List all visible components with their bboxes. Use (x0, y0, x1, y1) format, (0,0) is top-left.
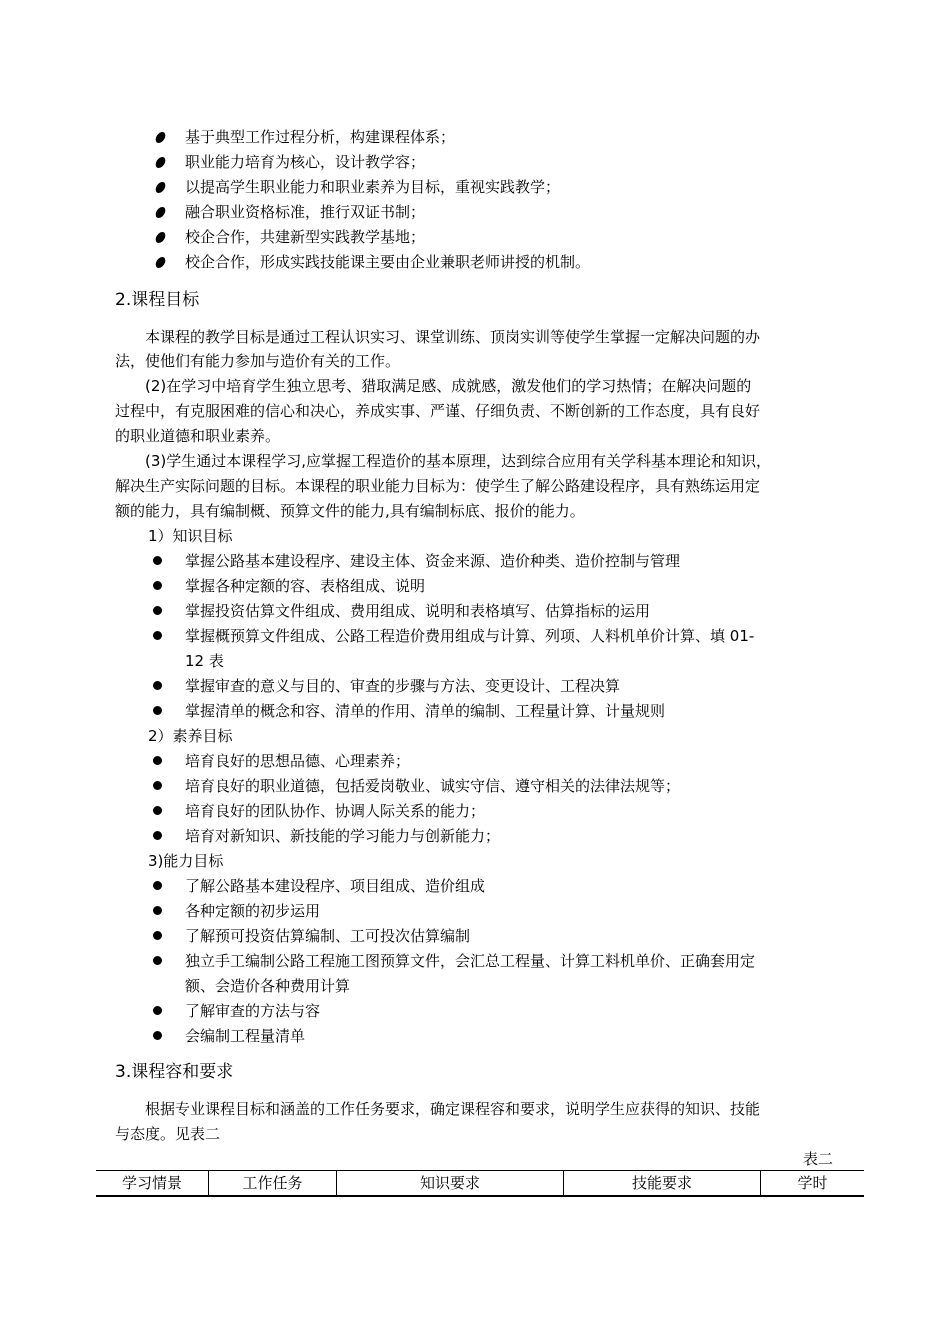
list-item: 融合职业资格标准，推行双证书制； (185, 203, 426, 221)
bullet-icon (153, 756, 162, 765)
bullet-icon (153, 631, 162, 640)
list-item: 了解预可投资估算编制、工可投次估算编制 (185, 927, 471, 945)
bullet-icon (153, 831, 162, 840)
list-item-continuation: 额、会造价各种费用计算 (185, 977, 351, 995)
bullet-icon (153, 931, 162, 940)
paragraph-line: (2)在学习中培育学生独立思考、猎取满足感、成就感，激发他们的学习热情；在解决问题的 (145, 377, 752, 395)
list-item: 各种定额的初步运用 (185, 902, 321, 920)
list-item: 培育良好的团队协作、协调人际关系的能力； (185, 802, 486, 820)
list-item: 了解审查的方法与容 (185, 1002, 321, 1020)
paragraph-line: (3)学生通过本课程学习,应掌握工程造价的基本原理，达到综合应用有关学科基本理论和知识， (145, 452, 772, 470)
subsection-title: 2）素养目标 (148, 727, 233, 745)
bullet-icon (153, 881, 162, 890)
list-item: 校企合作，共建新型实践教学基地； (185, 228, 426, 246)
table-header-cell: 工作任务 (242, 1174, 303, 1192)
bullet-icon (153, 706, 162, 715)
bullet-icon (153, 1031, 162, 1040)
list-item: 掌握审查的意义与目的、审查的步骤与方法、变更设计、工程决算 (185, 677, 621, 695)
paragraph-line: 根据专业课程目标和涵盖的工作任务要求，确定课程容和要求，说明学生应获得的知识、技能 (145, 1100, 761, 1118)
bullet-icon (153, 956, 162, 965)
bullet-icon (153, 556, 162, 565)
table-header-cell: 学时 (797, 1174, 828, 1192)
table-header-cell: 知识要求 (419, 1174, 480, 1192)
list-item: 校企合作，形成实践技能课主要由企业兼职老师讲授的机制。 (185, 253, 591, 271)
bullet-icon (153, 681, 162, 690)
list-item: 掌握清单的概念和容、清单的作用、清单的编制、工程量计算、计量规则 (185, 702, 666, 720)
bullet-icon (153, 806, 162, 815)
bullet-icon (154, 232, 167, 243)
bullet-icon (153, 606, 162, 615)
bullet-icon (154, 257, 167, 268)
bullet-icon (154, 182, 167, 193)
bullet-icon (154, 132, 167, 143)
paragraph-line: 法，使他们有能力参加与造价有关的工作。 (115, 352, 401, 370)
paragraph-line: 额的能力，具有编制概、预算文件的能力,具有编制标底、报价的能力。 (115, 502, 585, 520)
bullet-icon (153, 581, 162, 590)
table-header-bottom-border (96, 1195, 864, 1197)
list-item: 独立手工编制公路工程施工图预算文件，会汇总工程量、计算工料机单价、正确套用定 (185, 952, 756, 970)
table-caption: 表二 (803, 1150, 834, 1168)
paragraph-line: 本课程的教学目标是通过工程认识实习、课堂训练、顶岗实训等使学生掌握一定解决问题的办 (145, 328, 761, 346)
list-item: 掌握投资估算文件组成、费用组成、说明和表格填写、估算指标的运用 (185, 602, 651, 620)
list-item: 培育良好的思想品德、心理素养； (185, 752, 411, 770)
list-item: 会编制工程量清单 (185, 1027, 306, 1045)
section-heading: 3.课程容和要求 (115, 1062, 234, 1082)
bullet-icon (153, 781, 162, 790)
paragraph-line: 过程中，有克服困难的信心和决心，养成实事、严谨、仔细负责、不断创新的工作态度，具有良好 (115, 402, 761, 420)
list-item: 职业能力培育为核心，设计教学容； (185, 153, 426, 171)
paragraph-line: 与态度。见表二 (115, 1125, 221, 1143)
list-item-continuation: 12 表 (185, 652, 224, 670)
list-item: 基于典型工作过程分析，构建课程体系； (185, 128, 456, 146)
list-item: 了解公路基本建设程序、项目组成、造价组成 (185, 877, 486, 895)
paragraph-line: 的职业道德和职业素养。 (115, 427, 281, 445)
subsection-title: 3)能力目标 (148, 852, 224, 870)
bullet-icon (154, 207, 167, 218)
section-heading: 2.课程目标 (115, 290, 200, 310)
table-header-cell: 学习情景 (121, 1174, 182, 1192)
list-item: 培育良好的职业道德，包括爱岗敬业、诚实守信、遵守相关的法律法规等； (185, 777, 681, 795)
paragraph-line: 解决生产实际问题的目标。本课程的职业能力目标为：使学生了解公路建设程序，具有熟练运用定 (115, 477, 761, 495)
list-item: 以提高学生职业能力和职业素养为目标，重视实践教学； (185, 178, 561, 196)
list-item: 掌握公路基本建设程序、建设主体、资金来源、造价种类、造价控制与管理 (185, 552, 681, 570)
table-header-cell: 技能要求 (631, 1174, 692, 1192)
subsection-title: 1）知识目标 (148, 527, 233, 545)
list-item: 培育对新知识、新技能的学习能力与创新能力； (185, 827, 501, 845)
bullet-icon (153, 906, 162, 915)
list-item: 掌握概预算文件组成、公路工程造价费用组成与计算、列项、人料机单价计算、填 01- (185, 627, 755, 645)
list-item: 掌握各种定额的容、表格组成、说明 (185, 577, 426, 595)
bullet-icon (153, 1006, 162, 1015)
bullet-icon (154, 157, 167, 168)
